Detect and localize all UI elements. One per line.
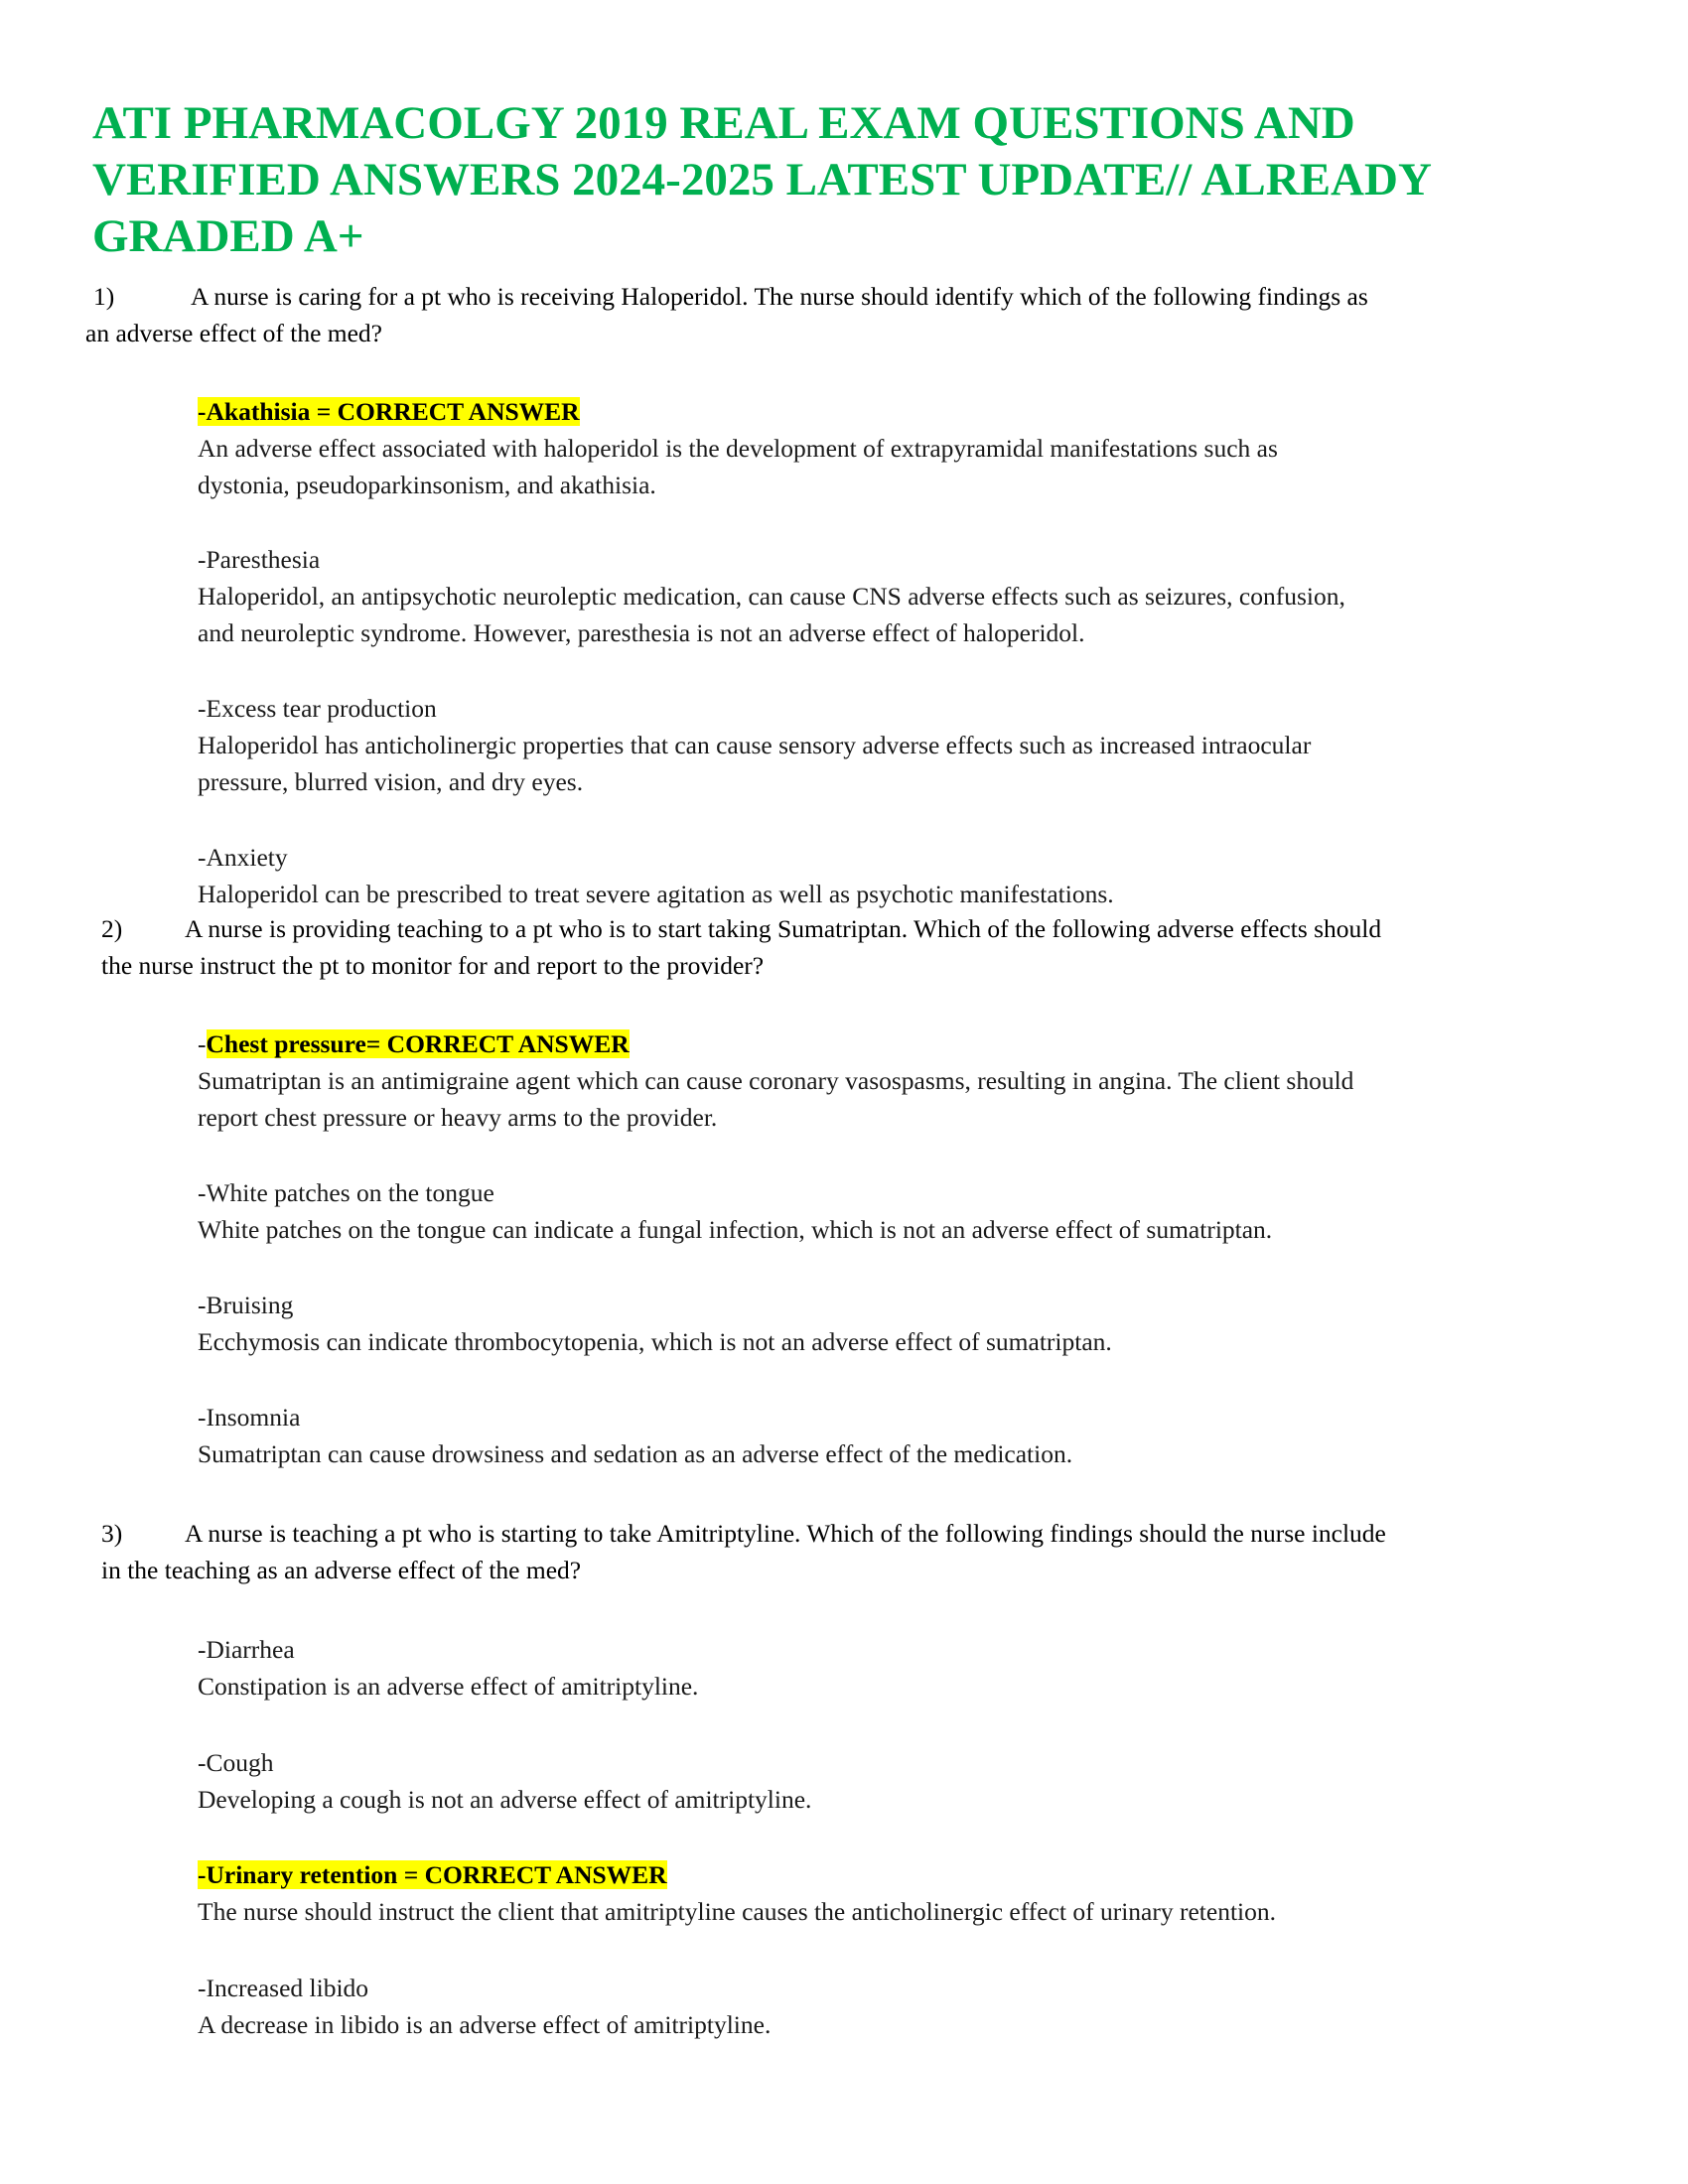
title-line: ATI PHARMACOLGY 2019 REAL EXAM QUESTIONS AND (92, 97, 1355, 149)
explanation-line: Sumatriptan is an antimigraine agent which can cause coronary vasospasms, resulting in angina. The client should (198, 1066, 1354, 1095)
question-3-text: 3) A nurse is teaching a pt who is starting to take Amitriptyline. Which of the following findings should the nurse include in the teaching as an adverse effect of the med? (101, 1515, 1386, 1588)
option-label: -Paresthesia (198, 545, 321, 574)
explanation-line: The nurse should instruct the client that amitriptyline causes the anticholinergic effect of urinary retention. (198, 1897, 1277, 1926)
explanation-line: pressure, blurred vision, and dry eyes. (198, 767, 584, 796)
question-3-option-4 (198, 1970, 1627, 2043)
explanation-line: report chest pressure or heavy arms to the provider. (198, 1103, 718, 1132)
question-2-text: 2) A nurse is providing teaching to a pt who is to start taking Sumatriptan. Which of the following adverse effects should the nurse instruct the pt to monitor for and report to the provider? (101, 910, 1381, 984)
option-label: -Excess tear production (198, 694, 437, 723)
question-3-option-1 (198, 1631, 1627, 1705)
option-label: -White patches on the tongue (198, 1178, 494, 1207)
explanation-line: and neuroleptic syndrome. However, paresthesia is not an adverse effect of haloperidol. (198, 618, 1085, 647)
option-label: -Insomnia (198, 1403, 301, 1432)
correct-answer-highlight: -Urinary retention = CORRECT ANSWER (198, 1860, 667, 1889)
question-1-text: 1) A nurse is caring for a pt who is receiving Haloperidol. The nurse should identify which of the following findings as an adverse effect of the med? (85, 278, 1368, 351)
correct-answer-highlight: Chest pressure= CORRECT ANSWER (206, 1029, 630, 1058)
explanation-line: Developing a cough is not an adverse effect of amitriptyline. (198, 1785, 812, 1814)
explanation-line: dystonia, pseudoparkinsonism, and akathisia. (198, 471, 656, 499)
question-1-option-2 (198, 541, 1627, 651)
title-line: GRADED A+ (92, 210, 364, 262)
explanation-line: Haloperidol, an antipsychotic neuroleptic medication, can cause CNS adverse effects such as seizures, confusion, (198, 582, 1345, 611)
title-line: VERIFIED ANSWERS 2024-2025 LATEST UPDATE// ALREADY (92, 154, 1432, 205)
question-2-option-2 (198, 1174, 1627, 1248)
question-number: 3) (101, 1519, 123, 1548)
correct-answer-highlight: -Akathisia = CORRECT ANSWER (198, 397, 580, 426)
question-number: 2) (101, 914, 123, 943)
explanation-line: Constipation is an adverse effect of amitriptyline. (198, 1672, 699, 1701)
explanation-line: Ecchymosis can indicate thrombocytopenia, which is not an adverse effect of sumatriptan. (198, 1327, 1112, 1356)
question-1-option-4 (198, 839, 1627, 912)
option-label: -Bruising (198, 1291, 294, 1319)
question-3-option-2 (198, 1744, 1627, 1818)
explanation-line: Haloperidol has anticholinergic properties that can cause sensory adverse effects such as increased intraocular (198, 731, 1312, 759)
question-2-option-4 (198, 1399, 1627, 1472)
document-title (92, 95, 1641, 265)
question-2-option-1: -Chest pressure= CORRECT ANSWER Sumatriptan is an antimigraine agent which can cause coronary vasospasms, resulting in angina. The client should report chest pressure or heavy arms to the provider. (198, 1025, 1627, 1136)
question-1-option-1 (198, 393, 1627, 503)
explanation-line: An adverse effect associated with haloperidol is the development of extrapyramidal manifestations such as (198, 434, 1278, 463)
question-1-option-3 (198, 690, 1627, 800)
question-number: 1) (93, 282, 115, 311)
option-label: -Increased libido (198, 1974, 369, 2002)
question-2-option-3 (198, 1287, 1627, 1360)
option-label: -Diarrhea (198, 1635, 295, 1664)
option-label: -Cough (198, 1748, 274, 1777)
explanation-line: A decrease in libido is an adverse effect of amitriptyline. (198, 2010, 772, 2039)
explanation-line: White patches on the tongue can indicate a fungal infection, which is not an adverse effect of sumatriptan. (198, 1215, 1273, 1244)
option-label: -Anxiety (198, 843, 288, 872)
question-3-option-3 (198, 1856, 1627, 1930)
explanation-line: Haloperidol can be prescribed to treat severe agitation as well as psychotic manifestations. (198, 880, 1114, 908)
explanation-line: Sumatriptan can cause drowsiness and sedation as an adverse effect of the medication. (198, 1439, 1073, 1468)
